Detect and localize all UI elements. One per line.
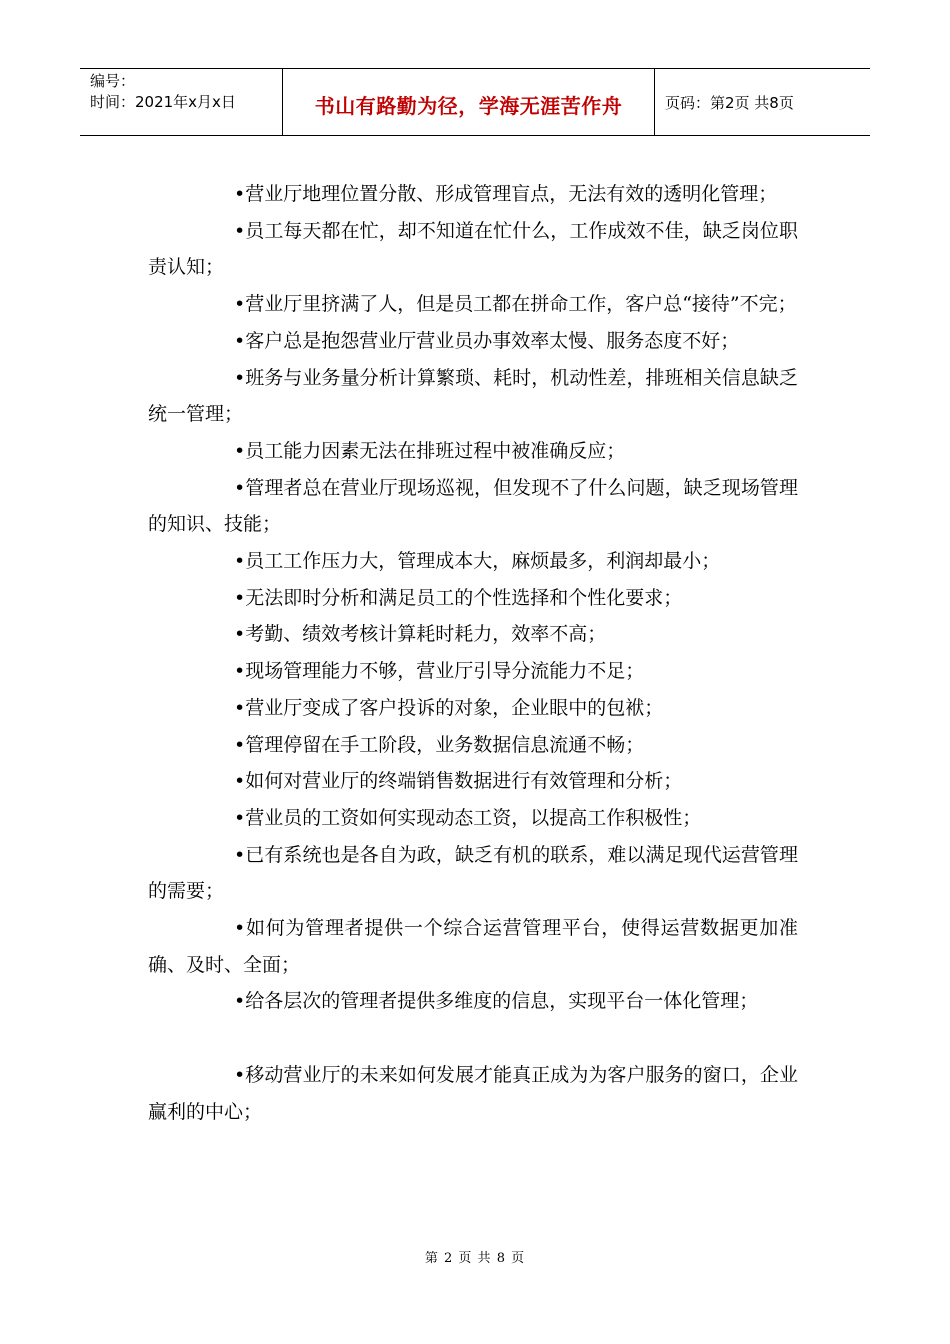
bullet-item: •管理者总在营业厅现场巡视，但发现不了什么问题，缺乏现场管理的知识、技能； (148, 476, 798, 536)
bullet-item: •营业厅里挤满了人，但是员工都在拼命工作，客户总“接待”不完； (234, 293, 797, 316)
page-footer: 第 2 页 共 8 页 (424, 1251, 526, 1266)
bullet-item: •营业员的工资如何实现动态工资，以提高工作积极性； (234, 806, 702, 829)
bullet-item-final: •移动营业厅的未来如何发展才能真正成为为客户服务的窗口，企业赢利的中心； (148, 1064, 798, 1123)
header-page-cell (655, 69, 870, 135)
bullet-item: •营业厅变成了客户投诉的对象，企业眼中的包袱； (234, 696, 664, 719)
bullet-item: •员工每天都在忙，却不知道在忙什么，工作成效不佳，缺乏岗位职责认知； (148, 219, 798, 279)
bullet-item: •如何对营业厅的终端销售数据进行有效管理和分析； (234, 770, 683, 793)
bullet-item: •无法即时分析和满足员工的个性选择和个性化要求； (234, 586, 683, 609)
header-meta (80, 69, 282, 135)
bullet-item: •员工工作压力大，管理成本大，麻烦最多，利润却最小； (234, 550, 721, 573)
bullet-item: •如何为管理者提供一个综合运营管理平台，使得运营数据更加准确、及时、全面； (148, 917, 798, 976)
bullet-item: •员工能力因素无法在排班过程中被准确反应； (234, 439, 626, 462)
document-body (148, 176, 798, 1131)
bullet-item: •给各层次的管理者提供多维度的信息，实现平台一体化管理； (234, 990, 759, 1013)
bullet-item: •管理停留在手工阶段，业务数据信息流通不畅； (234, 733, 645, 756)
header-motto-cell (282, 69, 655, 135)
paragraph-gap (148, 1020, 798, 1057)
header-motto: 书山有路勤为径，学海无涯苦作舟 (314, 93, 623, 118)
bullet-item: •现场管理能力不够，营业厅引导分流能力不足； (234, 660, 645, 683)
bullet-item: •营业厅地理位置分散、形成管理盲点，无法有效的透明化管理； (234, 183, 778, 205)
header-time: 时间：2021年x月x日 (90, 93, 236, 111)
bullet-item: •已有系统也是各自为政，缺乏有机的联系，难以满足现代运营管理的需要； (148, 843, 798, 903)
bullet-item: •考勤、绩效考核计算耗时耗力，效率不高； (234, 623, 607, 646)
page-header (80, 68, 870, 136)
bullet-item: •班务与业务量分析计算繁琐、耗时，机动性差，排班相关信息缺乏统一管理； (148, 366, 798, 426)
bullet-item: •客户总是抱怨营业厅营业员办事效率太慢、服务态度不好； (234, 329, 740, 352)
header-page-number: 页码：第2页 共8页 (665, 93, 794, 112)
header-number: 编号： (90, 72, 136, 90)
